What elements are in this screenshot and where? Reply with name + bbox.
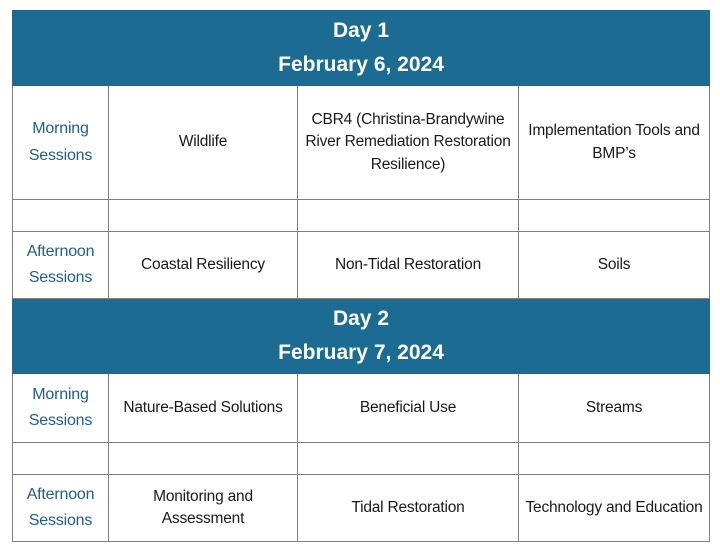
day-1-afternoon-session-2: Non-Tidal Restoration <box>298 232 519 299</box>
session-schedule-table <box>12 10 710 542</box>
empty-cell <box>109 443 298 475</box>
day-1-header <box>13 11 710 86</box>
day-1-afternoon-session-3: Soils <box>519 232 710 299</box>
day-2-header-row <box>13 299 710 374</box>
day-1-morning-session-2: CBR4 (Christina-Brandywine River Remediation Restoration Resilience) <box>298 86 519 200</box>
day-2-morning-session-1: Nature-Based Solutions <box>109 374 298 443</box>
day-1-morning-row <box>13 86 710 200</box>
day-1-morning-session-1: Wildlife <box>109 86 298 200</box>
day-1-spacer-row <box>13 200 710 232</box>
day-2-afternoon-session-1: Monitoring and Assessment <box>109 475 298 542</box>
empty-cell <box>13 443 109 475</box>
day-2-afternoon-session-2: Tidal Restoration <box>298 475 519 542</box>
day-1-morning-label: Morning Sessions <box>13 86 109 200</box>
day-2-morning-session-3: Streams <box>519 374 710 443</box>
day-2-afternoon-label: Afternoon Sessions <box>13 475 109 542</box>
day-2-afternoon-session-3: Technology and Education <box>519 475 710 542</box>
empty-cell <box>519 443 710 475</box>
empty-cell <box>298 200 519 232</box>
day-2-morning-row <box>13 374 710 443</box>
empty-cell <box>109 200 298 232</box>
day-2-morning-label: Morning Sessions <box>13 374 109 443</box>
day-2-spacer-row <box>13 443 710 475</box>
day-1-afternoon-row <box>13 232 710 299</box>
day-1-title: Day 1 <box>332 19 390 43</box>
empty-cell <box>519 200 710 232</box>
day-2-morning-session-2: Beneficial Use <box>298 374 519 443</box>
day-1-afternoon-label: Afternoon Sessions <box>13 232 109 299</box>
day-2-header <box>13 299 710 374</box>
day-1-afternoon-session-1: Coastal Resiliency <box>109 232 298 299</box>
day-1-date: February 6, 2024 <box>278 53 444 76</box>
day-1-morning-session-3: Implementation Tools and BMP’s <box>519 86 710 200</box>
day-2-date: February 7, 2024 <box>278 341 444 364</box>
day-2-title: Day 2 <box>332 307 390 331</box>
empty-cell <box>13 200 109 232</box>
day-1-header-row <box>13 11 710 86</box>
empty-cell <box>298 443 519 475</box>
day-2-afternoon-row <box>13 475 710 542</box>
